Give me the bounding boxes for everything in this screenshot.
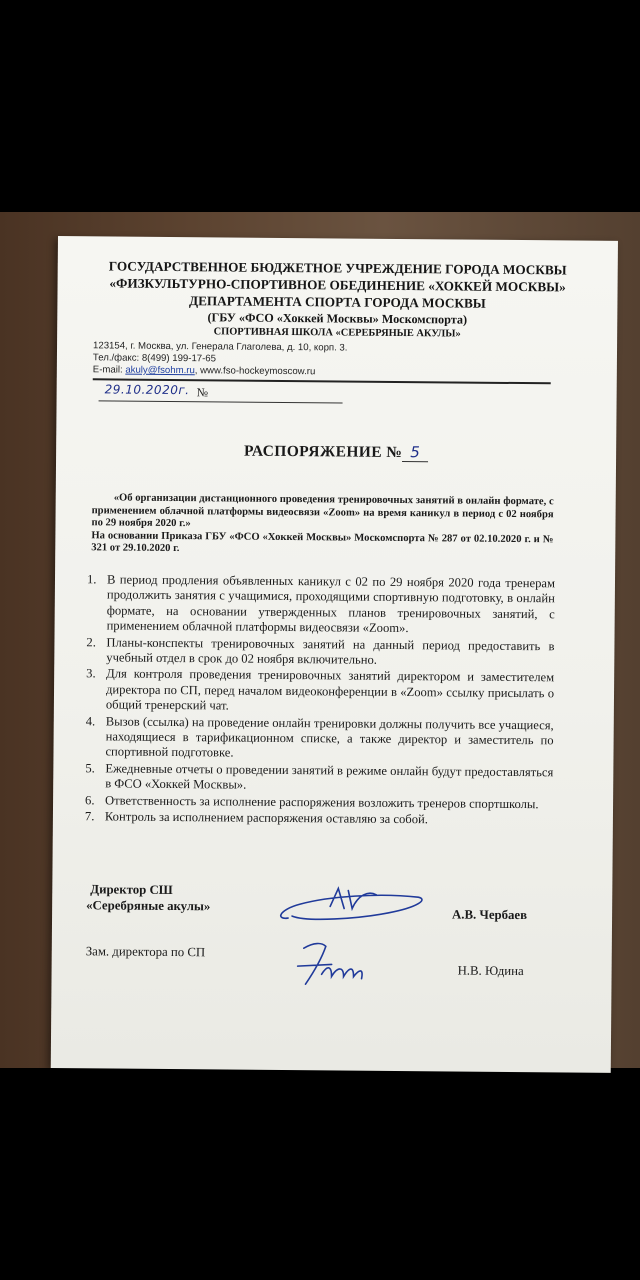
contact-phone: Тел./факс: 8(499) 199-17-65: [92, 352, 217, 365]
header-line-5: СПОРТИВНАЯ ШКОЛА «СЕРЕБРЯНЫЕ АКУЛЫ»: [213, 326, 461, 340]
item-text: Контроль за исполнением распоряжения оставляю за собой.: [104, 809, 428, 827]
item-number: 4.: [85, 713, 96, 728]
deputy-signature: [291, 938, 381, 995]
subject-text: «Об организации дистанционного проведения тренировочных занятий в онлайн формате, с применением облачной платформы видеосвязи «Zoom» на время каникул в период с 02 ноября по 29 ноября 2020 г.»: [91, 492, 554, 530]
order-items: [77, 572, 555, 830]
document-number: 5: [402, 443, 428, 462]
document-date: 29.10.2020г.: [104, 382, 190, 398]
item-number: 5.: [85, 761, 95, 776]
deputy-title: Зам. директора по СП: [85, 944, 206, 960]
document-title: [76, 440, 596, 464]
item-number: 7.: [84, 809, 95, 824]
director-title-line-1: Директор СШ: [90, 882, 173, 898]
item-number: 6.: [85, 792, 95, 808]
email-label: E-mail:: [92, 364, 126, 376]
list-item: [77, 809, 553, 829]
list-item: [77, 761, 553, 796]
contact-address: 123154, г. Москва, ул. Генерала Глаголева, д. 10, корп. 3.: [92, 340, 348, 354]
item-number: 1.: [86, 572, 97, 587]
deputy-name: Н.В. Юдина: [457, 963, 524, 979]
item-text: Ежедневные отчеты о проведении занятий в режиме онлайн будут предоставляться в ФСО «Хоккей Москвы».: [105, 761, 554, 792]
header-line-1: ГОСУДАРСТВЕННОЕ БЮДЖЕТНОЕ УЧРЕЖДЕНИЕ ГОРОДА МОСКВЫ: [108, 258, 567, 278]
document-subject: [91, 492, 554, 559]
date-number-line: [99, 384, 343, 403]
item-number: 3.: [86, 666, 96, 681]
document-sheet: [51, 236, 618, 1073]
website-text: , www.fso-hockeymoscow.ru: [194, 365, 316, 378]
item-text: Для контроля проведения тренировочных занятий директором и заместителем директора по СП, перед началом видеоконференции в «Zoom» ссылку присылать о общий тренерский чат.: [105, 666, 555, 713]
header-line-4: (ГБУ «ФСО «Хоккей Москвы» Москомспорта): [207, 310, 468, 327]
title-text: РАСПОРЯЖЕНИЕ №: [243, 442, 403, 462]
item-number: 2.: [86, 634, 96, 649]
number-sign: №: [196, 385, 209, 400]
item-text: Ответственность за исполнение распоряжения возложить тренеров спортшколы.: [105, 793, 539, 811]
contact-email-line: [93, 364, 316, 377]
header-line-2: «ФИЗКУЛЬТУРНО-СПОРТИВНОЕ ОБЕДИНЕНИЕ «ХОККЕЙ МОСКВЫ»: [109, 275, 566, 295]
email-link[interactable]: akuly@fsohm.ru: [125, 364, 195, 377]
director-name: А.В. Чербаев: [452, 907, 528, 923]
list-item: [78, 667, 554, 717]
director-title-line-2: «Серебряные акулы»: [86, 898, 211, 914]
list-item: [77, 714, 553, 764]
subject-basis: На основании Приказа ГБУ «ФСО «Хоккей Москвы» Москомспорта № 287 от 02.10.2020 г. и № 321 от 29.10.2020 г.: [91, 530, 554, 555]
director-signature: [268, 882, 438, 935]
item-text: Планы-конспекты тренировочных занятий на данный период предоставить в учебный отдел в срок до 02 ноября включительно.: [106, 635, 555, 667]
list-item: [79, 572, 556, 638]
item-text: В период продления объявленных каникул с 02 по 29 ноября 2020 года тренерам продолжить занятия с учащимися, проходящими спортивную подготовку, в онлайн формате, на основании утвержденных планов тренировочных занятий, с применением облачной платформы видеосвязи «Zoom».: [106, 572, 556, 636]
list-item: [78, 635, 554, 670]
item-text: Вызов (ссылка) на проведение онлайн тренировки должны получить все учащиеся, находящиеся в тарификационном списке, а также директор и заместитель по спортивной подготовке.: [105, 714, 554, 761]
header-line-3: ДЕПАРТАМЕНТА СПОРТА ГОРОДА МОСКВЫ: [189, 293, 486, 311]
